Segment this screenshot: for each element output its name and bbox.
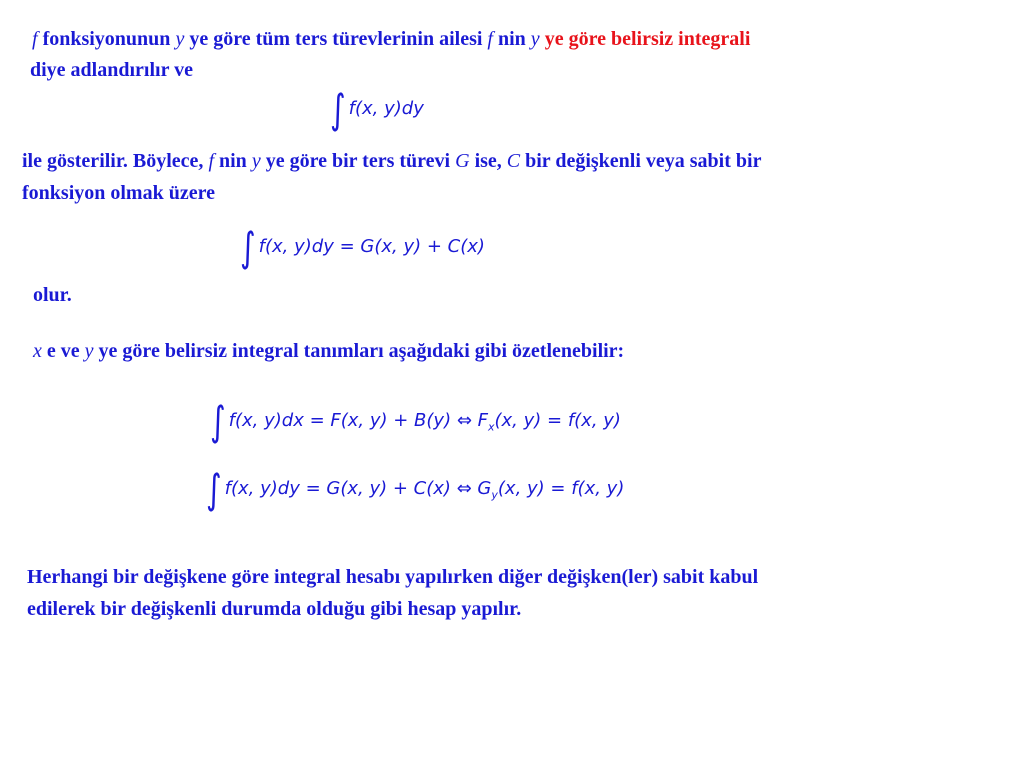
y-symbol: y	[530, 28, 540, 50]
C-symbol: C	[506, 150, 521, 172]
paragraph-2-line-1	[22, 148, 761, 174]
y-symbol: y	[175, 28, 185, 50]
equation-lhs: f(x, y)dx = F(x, y) + B(y) ⇔ F	[228, 410, 488, 431]
paragraph-1-line-1	[32, 26, 750, 52]
subscript: y	[491, 488, 498, 502]
equation-1	[330, 86, 424, 134]
text: ise,	[469, 150, 507, 172]
equation-text: f(x, y)dy	[348, 98, 424, 119]
integral-symbol: ∫	[206, 466, 222, 514]
integral-symbol: ∫	[210, 398, 226, 446]
G-symbol: G	[455, 150, 470, 172]
integral-symbol: ∫	[240, 224, 256, 272]
integral-symbol: ∫	[330, 86, 346, 134]
y-symbol: y	[84, 340, 94, 362]
f-symbol: f	[208, 150, 214, 172]
text: ye göre belirsiz integral tanımları aşağıdaki gibi özetlenebilir:	[93, 340, 625, 362]
text: ile gösterilir. Böylece,	[22, 150, 209, 172]
text: e ve	[41, 340, 85, 362]
y-symbol: y	[251, 150, 261, 172]
paragraph-4-line-1: Herhangi bir değişkene göre integral hesabı yapılırken diğer değişken(ler) sabit kabul	[27, 566, 759, 588]
equation-rhs: (x, y) = f(x, y)	[497, 478, 625, 499]
subscript: x	[487, 420, 495, 434]
equation-lhs: f(x, y)dy = G(x, y) + C(x) ⇔ G	[224, 478, 492, 499]
x-symbol: x	[33, 340, 42, 362]
paragraph-4-line-2: edilerek bir değişkenli durumda olduğu gibi hesap yapılır.	[27, 598, 522, 620]
f-symbol: f	[487, 28, 493, 50]
paragraph-2-line-2: fonksiyon olmak üzere	[22, 182, 215, 204]
text: bir değişkenli veya sabit bir	[520, 150, 762, 172]
equation-3	[210, 398, 621, 446]
equation-2	[240, 224, 485, 272]
equation-4	[206, 466, 625, 514]
paragraph-1-line-2: diye adlandırılır ve	[30, 59, 193, 81]
equation-text: f(x, y)dy = G(x, y) + C(x)	[258, 236, 485, 257]
f-symbol: f	[32, 28, 38, 50]
text: fonksiyonunun	[37, 28, 176, 50]
equation-rhs: (x, y) = f(x, y)	[494, 410, 621, 431]
highlight-term: ye göre belirsiz integrali	[539, 28, 751, 50]
text: nin	[492, 28, 531, 50]
olur-text: olur.	[33, 284, 72, 306]
text: ye göre bir ters türevi	[260, 150, 456, 172]
text: nin	[214, 150, 252, 172]
paragraph-3	[33, 338, 624, 364]
text: ye göre tüm ters türevlerinin ailesi	[184, 28, 488, 50]
